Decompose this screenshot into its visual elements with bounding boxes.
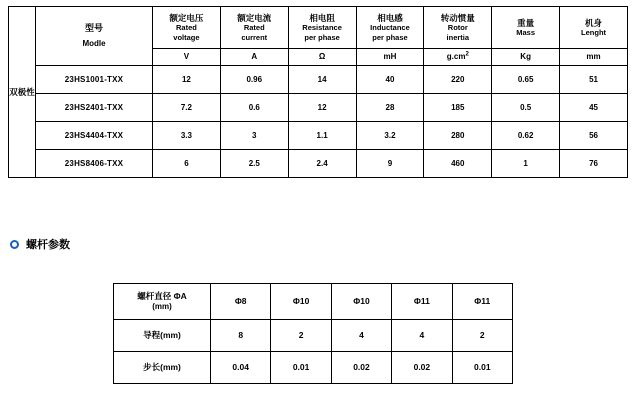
table-row	[9, 66, 628, 94]
column-header-inductance-en-2: per phase	[372, 32, 408, 42]
cell-length: 45	[560, 94, 628, 122]
cell-lead: 2	[271, 320, 331, 352]
cell-length: 76	[560, 150, 628, 178]
cell-mass: 0.62	[492, 122, 560, 150]
column-header-voltage-en-1: Rated	[176, 23, 197, 33]
column-header-inductance-cn: 相电感	[377, 12, 403, 23]
cell-inertia: 185	[424, 94, 492, 122]
unit-inductance: mH	[356, 49, 424, 66]
unit-mass: Kg	[492, 49, 560, 66]
column-header-resistance	[288, 7, 356, 49]
cell-screw-diameter: Φ10	[331, 284, 391, 320]
cell-step: 0.04	[211, 352, 271, 384]
column-header-voltage	[153, 7, 221, 49]
row-label-lead: 导程(mm)	[114, 320, 211, 352]
cell-model: 23HS8406-TXX	[36, 150, 153, 178]
column-header-resistance-cn: 相电阻	[309, 12, 335, 23]
column-header-current-cn: 额定电流	[237, 12, 272, 23]
cell-length: 51	[560, 66, 628, 94]
column-header-mass	[492, 7, 560, 49]
cell-screw-diameter: Φ10	[271, 284, 331, 320]
column-header-inertia-cn: 转动惯量	[440, 12, 475, 23]
table-header-row	[9, 7, 628, 49]
unit-inertia: $g.cm^2$	[424, 49, 492, 66]
column-header-length-cn: 机身	[585, 17, 603, 28]
column-header-inertia-en-1: Rotor	[447, 23, 468, 33]
column-header-inductance	[356, 7, 424, 49]
screw-section-heading	[10, 236, 70, 252]
cell-resistance: 2.4	[288, 150, 356, 178]
screw-param-table	[113, 283, 513, 384]
row-group-label: 双极性	[9, 86, 35, 97]
cell-current: 0.96	[220, 66, 288, 94]
cell-model: 23HS1001-TXX	[36, 66, 153, 94]
cell-resistance: 1.1	[288, 122, 356, 150]
cell-step: 0.01	[271, 352, 331, 384]
circle-bullet-icon	[10, 240, 19, 249]
column-header-mass-en: Mass	[516, 28, 536, 38]
unit-resistance: Ω	[288, 49, 356, 66]
column-header-inertia-en-2: inertia	[446, 32, 470, 42]
table-row	[114, 284, 513, 320]
cell-voltage: 7.2	[153, 94, 221, 122]
column-header-model-en: Modle	[82, 38, 106, 48]
column-header-current-en-1: Rated	[243, 23, 265, 33]
cell-inductance: 3.2	[356, 122, 424, 150]
cell-mass: 0.5	[492, 94, 560, 122]
cell-resistance: 12	[288, 94, 356, 122]
cell-screw-diameter: Φ11	[452, 284, 512, 320]
row-label-step: 步长(mm)	[114, 352, 211, 384]
cell-lead: 8	[211, 320, 271, 352]
column-header-current-en-2: current	[241, 32, 268, 42]
column-header-mass-cn: 重量	[517, 17, 535, 28]
unit-length: mm	[560, 49, 628, 66]
cell-lead: 4	[392, 320, 452, 352]
row-label-screw-diameter	[114, 284, 211, 320]
cell-length: 56	[560, 122, 628, 150]
cell-inductance: 9	[356, 150, 424, 178]
table-row	[9, 150, 628, 178]
column-header-current	[220, 7, 288, 49]
table-row	[9, 122, 628, 150]
column-header-model-cn: 型号	[84, 23, 103, 34]
cell-current: 0.6	[220, 94, 288, 122]
column-header-resistance-en-2: per phase	[304, 32, 340, 42]
section-title: 螺杆参数	[26, 239, 70, 251]
table-row	[114, 320, 513, 352]
column-header-inductance-en-1: Inductance	[370, 23, 410, 33]
cell-current: 2.5	[220, 150, 288, 178]
column-header-voltage-en-2: voltage	[173, 32, 200, 42]
table-row	[114, 352, 513, 384]
column-header-inertia	[424, 7, 492, 49]
cell-resistance: 14	[288, 66, 356, 94]
cell-step: 0.02	[392, 352, 452, 384]
column-header-resistance-en-1: Resistance	[302, 23, 342, 33]
row-label-screw-diameter-text: 螺杆直径 ΦA	[137, 290, 187, 301]
cell-inductance: 28	[356, 94, 424, 122]
motor-spec-table	[8, 6, 628, 178]
cell-screw-diameter: Φ8	[211, 284, 271, 320]
cell-inductance: 40	[356, 66, 424, 94]
cell-voltage: 3.3	[153, 122, 221, 150]
cell-model: 23HS2401-TXX	[36, 94, 153, 122]
cell-inertia: 220	[424, 66, 492, 94]
cell-voltage: 6	[153, 150, 221, 178]
cell-step: 0.02	[331, 352, 391, 384]
cell-current: 3	[220, 122, 288, 150]
motor-spec-table-container	[8, 6, 628, 178]
cell-mass: 1	[492, 150, 560, 178]
cell-screw-diameter: Φ11	[392, 284, 452, 320]
cell-voltage: 12	[153, 66, 221, 94]
column-header-voltage-cn: 额定电压	[169, 12, 204, 23]
row-group-label-cell	[9, 7, 36, 178]
cell-model: 23HS4404-TXX	[36, 122, 153, 150]
unit-voltage: V	[153, 49, 221, 66]
column-header-model	[36, 7, 153, 66]
cell-mass: 0.65	[492, 66, 560, 94]
cell-lead: 2	[452, 320, 512, 352]
cell-lead: 4	[331, 320, 391, 352]
screw-param-table-container	[113, 283, 513, 384]
cell-step: 0.01	[452, 352, 512, 384]
row-label-screw-diameter-unit: (mm)	[152, 301, 172, 311]
cell-inertia: 460	[424, 150, 492, 178]
cell-inertia: 280	[424, 122, 492, 150]
table-row	[9, 94, 628, 122]
unit-current: A	[220, 49, 288, 66]
column-header-length-en: Lenght	[581, 28, 607, 38]
column-header-length	[560, 7, 628, 49]
